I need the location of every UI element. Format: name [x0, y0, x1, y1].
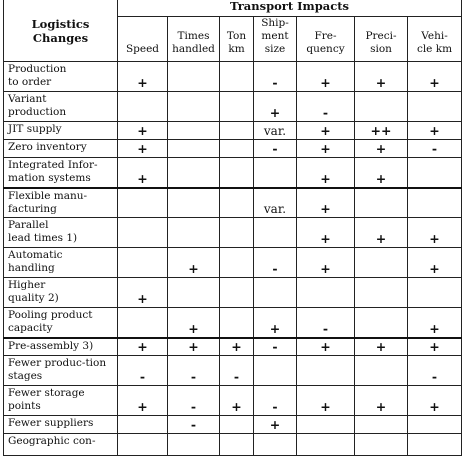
impact-cell: +: [408, 338, 462, 356]
impact-cell: [254, 278, 297, 308]
impact-cell: +: [297, 62, 355, 92]
row-label: [4, 92, 118, 122]
impact-cell: [355, 278, 408, 308]
row-label: [4, 386, 118, 416]
column-header-line: cle km: [416, 43, 453, 55]
impact-cell: [408, 158, 462, 188]
row-label-line: Automatic: [8, 249, 63, 261]
impact-cell: [220, 92, 254, 122]
table-row: [4, 356, 462, 386]
table-row: [4, 218, 462, 248]
row-label-line: Parallel: [8, 219, 49, 231]
impact-cell: [355, 92, 408, 122]
row-label-line: points: [8, 400, 41, 412]
impact-cell: [220, 278, 254, 308]
column-header: [254, 17, 297, 62]
row-label-line: JIT supply: [8, 123, 62, 135]
impact-cell: +: [118, 386, 168, 416]
impact-cell: -: [168, 356, 220, 386]
impact-cell: +: [118, 278, 168, 308]
row-label-line: Higher: [8, 279, 46, 291]
impact-cell: [220, 416, 254, 434]
impact-cell: [355, 308, 408, 338]
row-label: [4, 416, 118, 434]
column-header-line: handled: [172, 43, 215, 55]
impact-cell: [118, 188, 168, 218]
impact-cell: +: [408, 386, 462, 416]
impact-cell: [118, 416, 168, 434]
impact-cell: +: [297, 218, 355, 248]
impact-cell: [254, 218, 297, 248]
impact-cell: [254, 434, 297, 456]
impact-cell: +: [254, 416, 297, 434]
table-row: [4, 338, 462, 356]
impact-cell: [408, 278, 462, 308]
row-label-line: Fewer storage: [8, 387, 85, 399]
group-header: Transport Impacts: [118, 0, 462, 17]
row-label-line: facturing: [8, 202, 57, 215]
table-body: [4, 62, 462, 456]
row-label-line: Fewer produc-tion: [8, 357, 107, 369]
column-header-line: Ton: [226, 30, 247, 42]
impact-cell: +: [408, 308, 462, 338]
impact-cell: +: [408, 122, 462, 140]
impact-cell: [254, 356, 297, 386]
impact-cell: [168, 158, 220, 188]
transport-impacts-table: [3, 0, 462, 456]
column-header: [408, 17, 462, 62]
row-label-header-line: Changes: [32, 31, 89, 45]
impact-cell: +: [254, 92, 297, 122]
impact-cell: [168, 62, 220, 92]
impact-cell: +: [297, 386, 355, 416]
impact-cell: +: [220, 386, 254, 416]
row-label-line: Fewer suppliers: [8, 417, 94, 429]
table-row: [4, 434, 462, 456]
column-header-line: Vehi-: [421, 30, 448, 42]
impact-cell: ++: [355, 122, 408, 140]
row-label-line: Integrated Infor-: [8, 159, 98, 171]
impact-cell: +: [408, 218, 462, 248]
impact-cell: [220, 308, 254, 338]
column-header: [297, 17, 355, 62]
impact-cell: -: [118, 356, 168, 386]
column-header-line: sion: [370, 43, 392, 55]
impact-cell: [355, 416, 408, 434]
row-label: [4, 188, 118, 218]
impact-cell: [220, 188, 254, 218]
impact-cell: [355, 188, 408, 218]
impact-cell: [118, 248, 168, 278]
impact-cell: [355, 356, 408, 386]
impact-cell: +: [408, 248, 462, 278]
impact-cell: -: [254, 62, 297, 92]
row-label-line: Variant: [8, 93, 47, 105]
impact-cell: +: [118, 122, 168, 140]
row-label-line: mation systems: [8, 172, 91, 184]
row-label-line: stages: [8, 370, 43, 382]
row-label-line: Pooling product: [8, 309, 93, 321]
impact-cell: -: [254, 338, 297, 356]
row-label-header: [4, 0, 118, 62]
column-header-line: quency: [306, 43, 345, 55]
column-header-line: Ship-: [261, 17, 289, 29]
row-label-line: Production: [8, 63, 67, 75]
row-label: [4, 308, 118, 338]
table-header: [4, 0, 462, 62]
impact-cell: [168, 434, 220, 456]
impact-cell: -: [168, 416, 220, 434]
impact-cell: [168, 278, 220, 308]
impact-cell: +: [297, 188, 355, 218]
impact-cell: +: [118, 338, 168, 356]
impact-cell: [297, 356, 355, 386]
impact-cell: [168, 218, 220, 248]
impact-cell: [168, 188, 220, 218]
row-label-line: production: [8, 106, 67, 118]
impact-cell: [220, 122, 254, 140]
impact-cell: +: [355, 218, 408, 248]
row-label: [4, 158, 118, 188]
row-label-line: Flexible manu-: [8, 189, 88, 202]
impact-cell: +: [118, 140, 168, 158]
column-header-line: Preci-: [365, 30, 397, 42]
impact-cell: +: [168, 338, 220, 356]
table-row: [4, 62, 462, 92]
impact-cell: -: [408, 140, 462, 158]
impact-cell: +: [118, 62, 168, 92]
column-header: [220, 17, 254, 62]
impact-cell: +: [297, 248, 355, 278]
impact-cell: [168, 140, 220, 158]
impact-cell: [220, 158, 254, 188]
row-label: [4, 338, 118, 356]
impact-cell: -: [168, 386, 220, 416]
row-label: [4, 140, 118, 158]
table-row: [4, 248, 462, 278]
row-label: [4, 434, 118, 456]
impact-cell: [408, 92, 462, 122]
impact-cell: [355, 248, 408, 278]
impact-cell: +: [355, 140, 408, 158]
impact-cell: [408, 416, 462, 434]
row-label-header-line: Logistics: [31, 17, 90, 31]
impact-cell: [408, 188, 462, 218]
column-header-line: Speed: [125, 43, 160, 55]
impact-cell: +: [168, 248, 220, 278]
impact-cell: +: [355, 338, 408, 356]
table-row: [4, 416, 462, 434]
impact-cell: -: [220, 356, 254, 386]
impact-cell: [168, 92, 220, 122]
impact-cell: +: [297, 140, 355, 158]
impact-cell: [355, 434, 408, 456]
impact-cell: +: [254, 308, 297, 338]
column-header-line: km: [228, 43, 245, 55]
table-row: [4, 308, 462, 338]
row-label-line: handling: [8, 262, 55, 274]
row-label: [4, 248, 118, 278]
impact-cell: [220, 248, 254, 278]
column-header-line: Fre-: [314, 30, 337, 42]
table-row: [4, 188, 462, 218]
row-label-line: quality 2): [8, 292, 59, 304]
table-row: [4, 122, 462, 140]
row-label: [4, 278, 118, 308]
impact-cell: -: [254, 248, 297, 278]
impact-cell: +: [118, 158, 168, 188]
impact-cell: [220, 434, 254, 456]
impact-cell: +: [408, 62, 462, 92]
impact-cell: [118, 92, 168, 122]
impact-cell: [220, 62, 254, 92]
impact-cell: +: [355, 386, 408, 416]
row-label: [4, 356, 118, 386]
row-label-line: capacity: [8, 322, 53, 334]
impact-cell: [118, 218, 168, 248]
impact-cell: [118, 434, 168, 456]
impact-cell: -: [254, 140, 297, 158]
row-label-line: Geographic con-: [8, 435, 96, 447]
row-label: [4, 62, 118, 92]
impact-cell: +: [355, 158, 408, 188]
impact-cell: [408, 434, 462, 456]
column-header-line: size: [264, 43, 286, 55]
table-row: [4, 386, 462, 416]
impact-cell: -: [297, 92, 355, 122]
column-header: [168, 17, 220, 62]
row-label: [4, 218, 118, 248]
impact-cell: [220, 140, 254, 158]
impact-cell: var.: [254, 188, 297, 218]
column-header-line: Times: [177, 30, 210, 42]
row-label-line: Pre-assembly 3): [8, 339, 94, 352]
impact-cell: -: [408, 356, 462, 386]
column-header: [118, 17, 168, 62]
row-label: [4, 122, 118, 140]
table-row: [4, 92, 462, 122]
impact-cell: +: [355, 62, 408, 92]
impact-cell: var.: [254, 122, 297, 140]
column-header-line: ment: [261, 30, 289, 42]
impact-cell: [297, 278, 355, 308]
table-row: [4, 158, 462, 188]
table-row: [4, 140, 462, 158]
column-header: [355, 17, 408, 62]
impact-cell: +: [168, 308, 220, 338]
row-label-line: Zero inventory: [8, 141, 87, 153]
impact-cell: [220, 218, 254, 248]
impact-cell: +: [297, 158, 355, 188]
impact-cell: [297, 416, 355, 434]
impact-cell: [168, 122, 220, 140]
impact-cell: [297, 434, 355, 456]
impact-cell: [118, 308, 168, 338]
impact-cell: [254, 158, 297, 188]
row-label-line: lead times 1): [8, 232, 78, 244]
impact-cell: -: [297, 308, 355, 338]
impact-cell: +: [297, 122, 355, 140]
row-label-line: to order: [8, 76, 52, 88]
impact-cell: +: [220, 338, 254, 356]
impact-cell: -: [254, 386, 297, 416]
impact-cell: +: [297, 338, 355, 356]
table-row: [4, 278, 462, 308]
